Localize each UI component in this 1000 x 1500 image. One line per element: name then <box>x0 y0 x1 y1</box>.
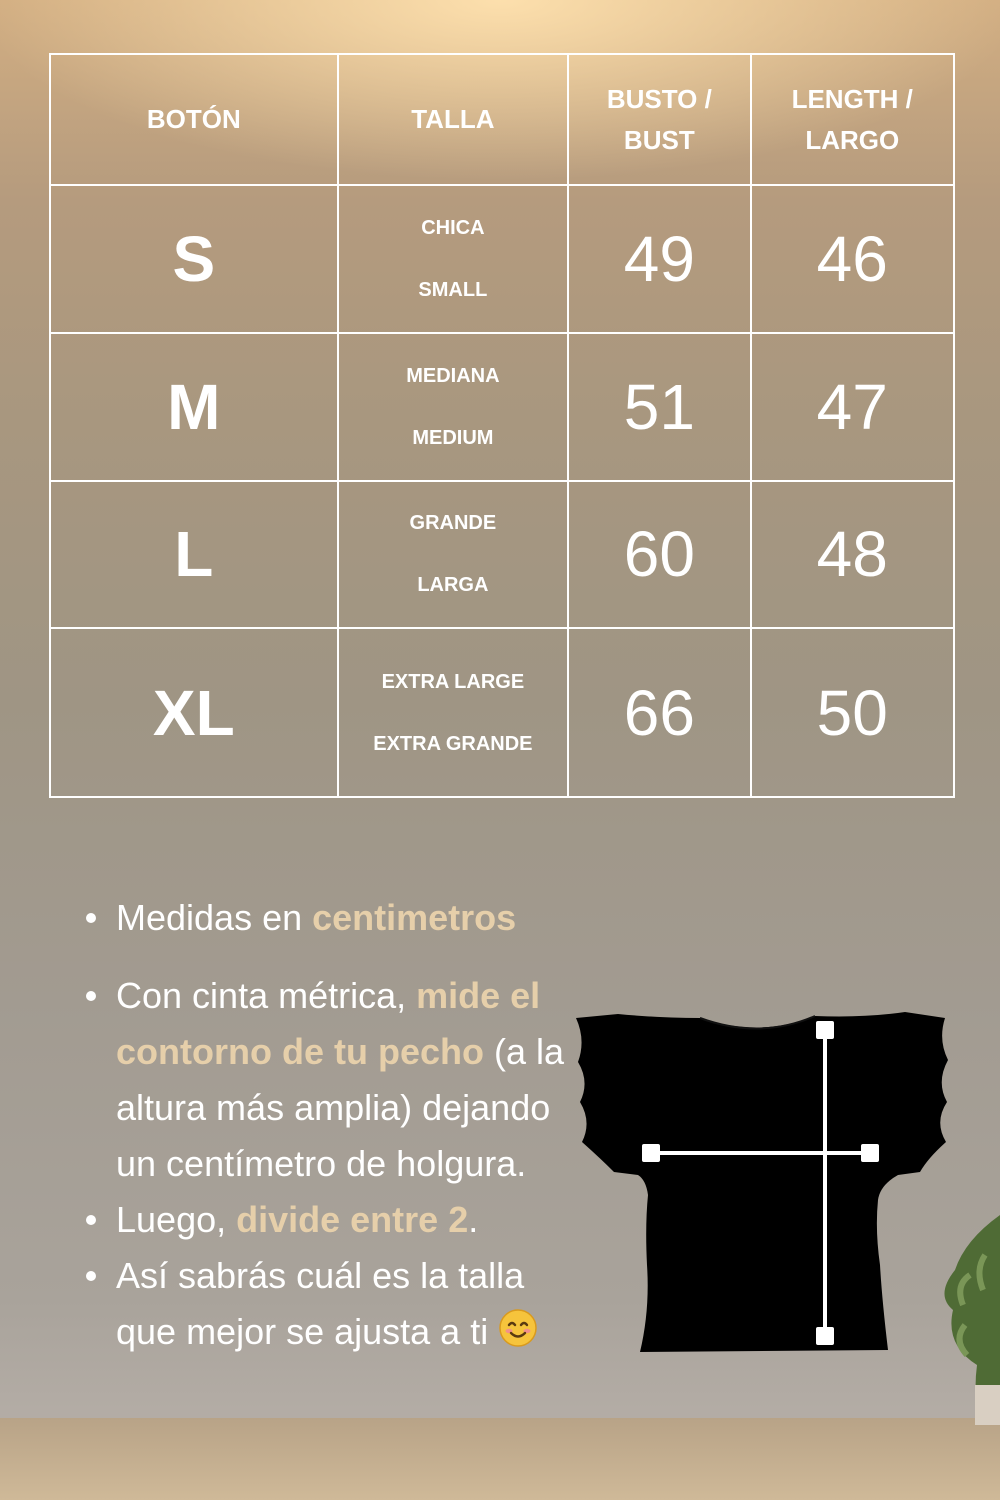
size-names: EXTRA LARGE EXTRA GRANDE <box>338 628 569 797</box>
size-code: XL <box>50 628 338 797</box>
bust-value: 51 <box>568 333 750 481</box>
table-row <box>50 628 954 797</box>
measurement-instructions <box>116 890 576 1360</box>
length-value: 47 <box>751 333 954 481</box>
note-how-to-measure: Con cinta métrica, mide el contorno de tu pecho (a la altura más amplia) dejando un centímetro de holgura. <box>116 968 576 1192</box>
header-bust: BUSTO / BUST <box>568 54 750 185</box>
shelf-surface <box>0 1418 1000 1500</box>
bust-value: 60 <box>568 481 750 629</box>
length-value: 48 <box>751 481 954 629</box>
table-row <box>50 481 954 629</box>
shirt-measure-icon <box>570 1010 950 1355</box>
note-divide: Luego, divide entre 2. <box>116 1192 576 1248</box>
table-row <box>50 333 954 481</box>
size-chart-table <box>49 53 955 798</box>
table-row <box>50 185 954 333</box>
note-result: Así sabrás cuál es la talla que mejor se ajusta a ti <box>116 1248 576 1360</box>
header-length: LENGTH / LARGO <box>751 54 954 185</box>
size-names: CHICA SMALL <box>338 185 569 333</box>
size-names: MEDIANA MEDIUM <box>338 333 569 481</box>
size-code: L <box>50 481 338 629</box>
size-code: S <box>50 185 338 333</box>
size-names: GRANDE LARGA <box>338 481 569 629</box>
bust-value: 49 <box>568 185 750 333</box>
bust-value: 66 <box>568 628 750 797</box>
length-value: 50 <box>751 628 954 797</box>
smiley-icon <box>498 1308 538 1348</box>
header-size: TALLA <box>338 54 569 185</box>
header-button: BOTÓN <box>50 54 338 185</box>
length-value: 46 <box>751 185 954 333</box>
note-units: Medidas en centimetros <box>116 890 576 946</box>
table-header-row <box>50 54 954 185</box>
size-code: M <box>50 333 338 481</box>
